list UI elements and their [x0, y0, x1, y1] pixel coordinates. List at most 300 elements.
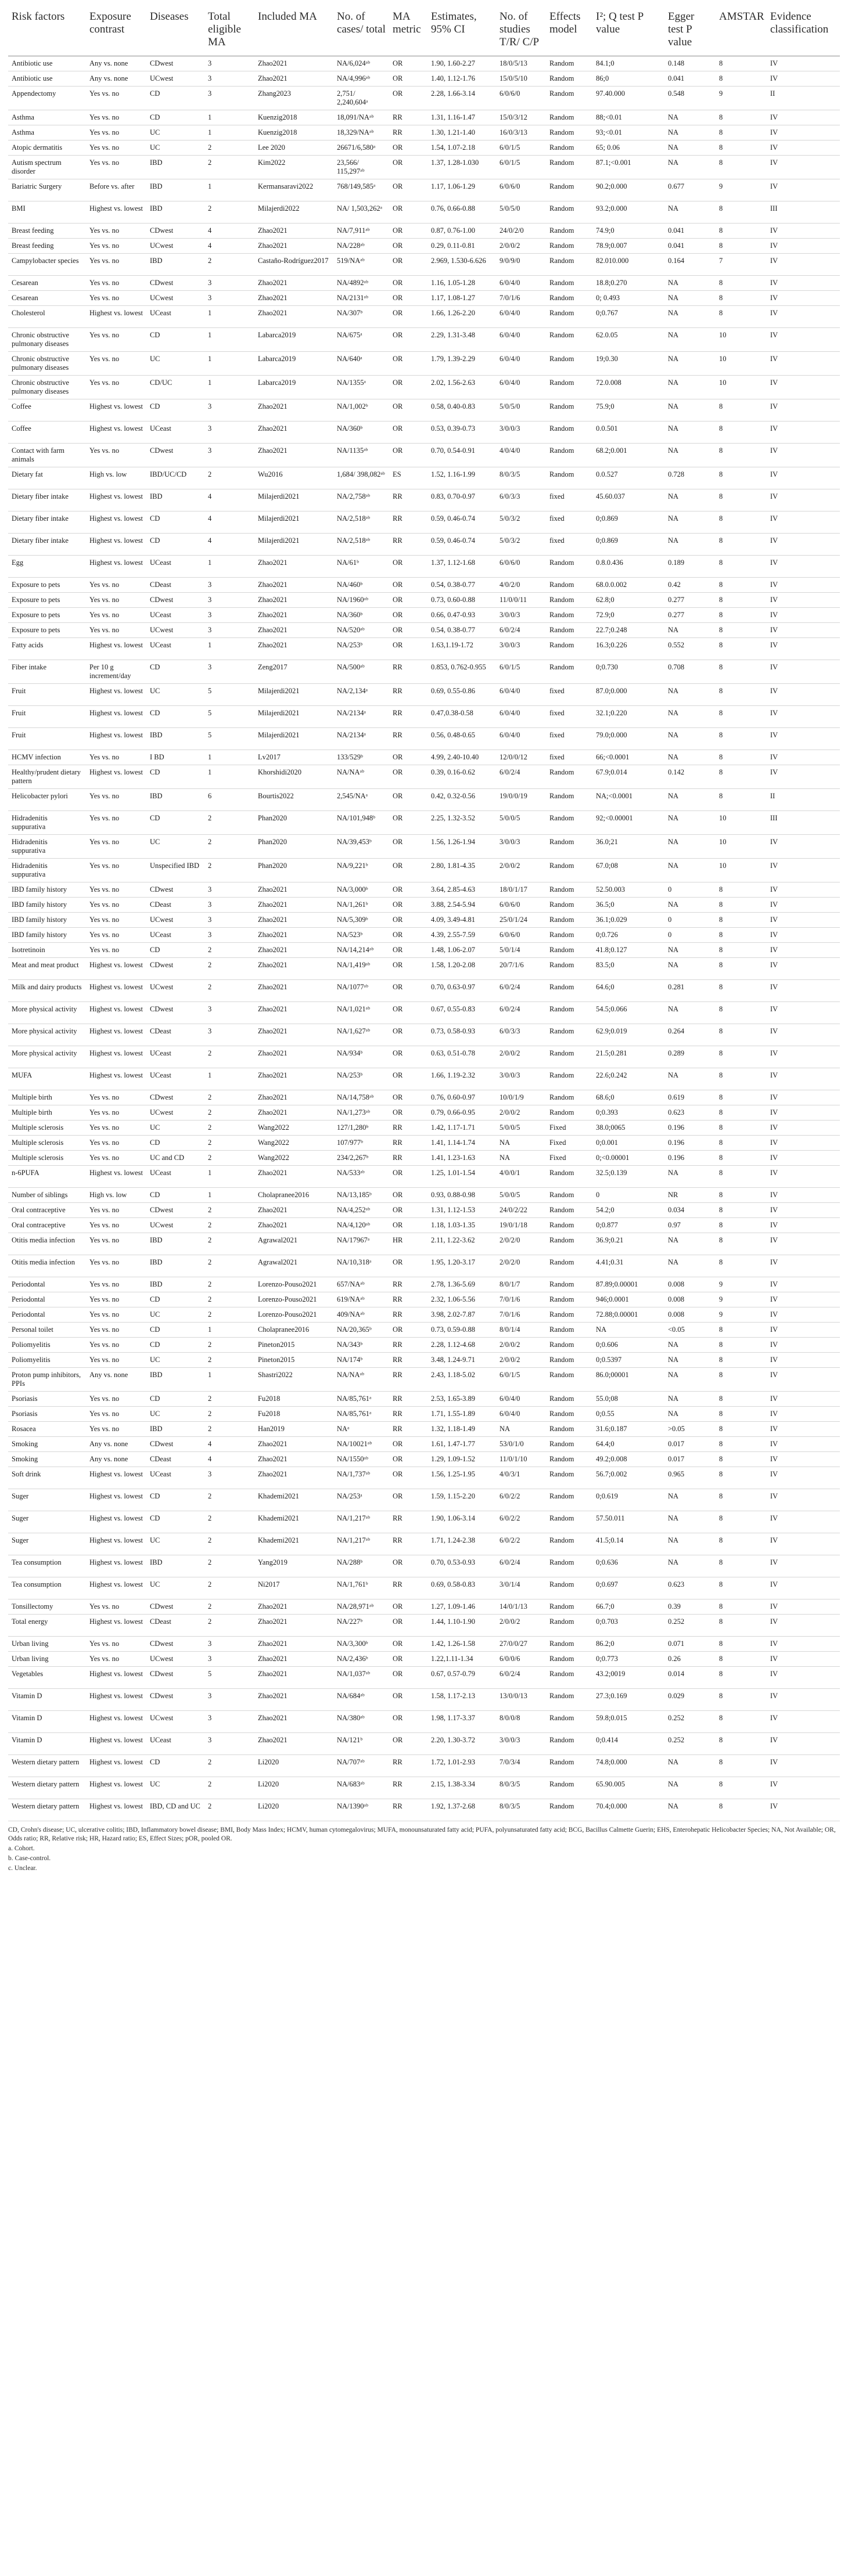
- table-cell: OR: [389, 1437, 427, 1452]
- table-row: [8, 1689, 840, 1711]
- table-cell: Campylobacter species: [8, 254, 86, 276]
- table-cell: 8: [716, 980, 767, 1002]
- table-cell: 8: [716, 1777, 767, 1799]
- table-cell: 0.70, 0.54-0.91: [427, 444, 496, 467]
- table-cell: 36.0;21: [592, 835, 664, 859]
- table-cell: Random: [546, 1555, 592, 1577]
- table-cell: 2.28, 1.12-4.68: [427, 1338, 496, 1353]
- table-cell: 2: [204, 156, 254, 179]
- table-cell: Helicobacter pylori: [8, 789, 86, 811]
- table-cell: NA: [664, 1407, 716, 1422]
- table-cell: 6/0/2/2: [496, 1489, 546, 1511]
- table-cell: Exposure to pets: [8, 623, 86, 638]
- table-cell: High vs. low: [86, 1188, 146, 1203]
- table-cell: 0.619: [664, 1090, 716, 1105]
- table-cell: IV: [767, 328, 840, 352]
- table-cell: OR: [389, 399, 427, 421]
- table-cell: NA: [664, 376, 716, 399]
- table-row: [8, 1292, 840, 1307]
- table-cell: NA: [664, 534, 716, 556]
- table-cell: Highest vs. lowest: [86, 1511, 146, 1533]
- table-cell: 0; 0.493: [592, 291, 664, 306]
- table-cell: Zhao2021: [254, 638, 333, 660]
- table-cell: 0.73, 0.59-0.88: [427, 1323, 496, 1338]
- table-cell: 2: [204, 1555, 254, 1577]
- table-cell: 2: [204, 1338, 254, 1353]
- table-cell: Fruit: [8, 706, 86, 728]
- table-cell: Cholapranee2016: [254, 1323, 333, 1338]
- table-row: [8, 239, 840, 254]
- table-cell: Highest vs. lowest: [86, 399, 146, 421]
- table-cell: OR: [389, 156, 427, 179]
- table-cell: Multiple sclerosis: [8, 1151, 86, 1166]
- table-cell: Random: [546, 1292, 592, 1307]
- table-cell: NA/523ᵇ: [333, 928, 389, 943]
- table-cell: Highest vs. lowest: [86, 201, 146, 224]
- table-cell: OR: [389, 593, 427, 608]
- table-cell: 8: [716, 1002, 767, 1024]
- table-cell: 11/0/0/11: [496, 593, 546, 608]
- table-cell: Multiple sclerosis: [8, 1121, 86, 1136]
- table-cell: 6/0/1/5: [496, 1368, 546, 1392]
- table-cell: 1: [204, 1068, 254, 1090]
- table-cell: 2: [204, 811, 254, 835]
- table-cell: 0;0.636: [592, 1555, 664, 1577]
- table-cell: II: [767, 789, 840, 811]
- table-cell: IV: [767, 728, 840, 750]
- table-cell: NA: [496, 1136, 546, 1151]
- table-cell: IBD: [146, 1277, 204, 1292]
- table-cell: Random: [546, 1489, 592, 1511]
- table-cell: Highest vs. lowest: [86, 1046, 146, 1068]
- table-cell: Yes vs. no: [86, 898, 146, 913]
- table-cell: NA: [664, 276, 716, 291]
- table-cell: Highest vs. lowest: [86, 1777, 146, 1799]
- table-cell: OR: [389, 811, 427, 835]
- table-cell: 0.73, 0.60-0.88: [427, 593, 496, 608]
- table-cell: IV: [767, 1555, 840, 1577]
- table-cell: UC: [146, 1407, 204, 1422]
- table-cell: UC: [146, 352, 204, 376]
- table-cell: Zhao2021: [254, 421, 333, 444]
- table-cell: 0.87, 0.76-1.00: [427, 224, 496, 239]
- table-cell: IV: [767, 1188, 840, 1203]
- table-cell: IV: [767, 1489, 840, 1511]
- table-cell: 0.59, 0.46-0.74: [427, 511, 496, 534]
- table-cell: IV: [767, 156, 840, 179]
- table-cell: NA/17967ᵃ: [333, 1233, 389, 1255]
- table-cell: IV: [767, 898, 840, 913]
- table-cell: 0.58, 0.40-0.83: [427, 399, 496, 421]
- table-cell: OR: [389, 1166, 427, 1188]
- table-cell: NA/1960ᵃᵇ: [333, 593, 389, 608]
- table-cell: 8: [716, 239, 767, 254]
- table-cell: Random: [546, 1166, 592, 1188]
- table-cell: Lorenzo-Pouso2021: [254, 1277, 333, 1292]
- table-cell: IBD: [146, 1368, 204, 1392]
- table-cell: 8: [716, 1755, 767, 1777]
- table-cell: 0.42: [664, 578, 716, 593]
- table-cell: Yes vs. no: [86, 1353, 146, 1368]
- table-cell: >0.05: [664, 1422, 716, 1437]
- table-cell: 3: [204, 71, 254, 87]
- table-cell: Highest vs. lowest: [86, 1577, 146, 1599]
- risk-factors-table: [8, 5, 840, 1821]
- table-cell: NA/533ᵃᵇ: [333, 1166, 389, 1188]
- table-cell: NA/1,021ᵃᵇ: [333, 1002, 389, 1024]
- table-cell: 0;0.877: [592, 1218, 664, 1233]
- table-cell: 1.56, 1.26-1.94: [427, 835, 496, 859]
- table-cell: RR: [389, 1533, 427, 1555]
- table-cell: CD: [146, 811, 204, 835]
- table-cell: NA/6,024ᵃᵇ: [333, 56, 389, 71]
- table-cell: IV: [767, 376, 840, 399]
- table-cell: Wu2016: [254, 467, 333, 489]
- table-cell: n-6PUFA: [8, 1166, 86, 1188]
- table-cell: UCeast: [146, 1046, 204, 1068]
- table-cell: 3: [204, 882, 254, 898]
- table-cell: 8: [716, 898, 767, 913]
- table-cell: Milajerdi2021: [254, 489, 333, 511]
- table-cell: 2.28, 1.66-3.14: [427, 87, 496, 110]
- table-row: [8, 1002, 840, 1024]
- table-cell: 8: [716, 201, 767, 224]
- table-cell: 0;0.001: [592, 1136, 664, 1151]
- table-cell: 2: [204, 859, 254, 882]
- table-cell: CDeast: [146, 1452, 204, 1467]
- table-cell: Random: [546, 110, 592, 125]
- column-header: AMSTAR: [716, 5, 767, 56]
- table-cell: 0.63, 0.51-0.78: [427, 1046, 496, 1068]
- table-cell: 86.2;0: [592, 1637, 664, 1652]
- table-cell: 2: [204, 1407, 254, 1422]
- table-cell: OR: [389, 1323, 427, 1338]
- table-cell: HCMV infection: [8, 750, 86, 765]
- table-cell: NA: [664, 1002, 716, 1024]
- table-cell: Yang2019: [254, 1555, 333, 1577]
- table-cell: Antibiotic use: [8, 71, 86, 87]
- table-cell: 4: [204, 224, 254, 239]
- table-cell: 0.252: [664, 1615, 716, 1637]
- table-cell: 3: [204, 1733, 254, 1755]
- table-cell: Random: [546, 811, 592, 835]
- table-cell: 0.548: [664, 87, 716, 110]
- table-cell: 0.69, 0.58-0.83: [427, 1577, 496, 1599]
- table-cell: NA/343ᵇ: [333, 1338, 389, 1353]
- table-row: [8, 1307, 840, 1323]
- table-cell: III: [767, 811, 840, 835]
- table-cell: NA: [664, 811, 716, 835]
- table-row: [8, 1533, 840, 1555]
- table-cell: Yes vs. no: [86, 1218, 146, 1233]
- table-cell: 0.277: [664, 593, 716, 608]
- table-cell: Any vs. none: [86, 1368, 146, 1392]
- table-cell: RR: [389, 728, 427, 750]
- table-cell: 6/0/0/6: [496, 1652, 546, 1667]
- table-cell: Highest vs. lowest: [86, 1533, 146, 1555]
- table-cell: Vitamin D: [8, 1711, 86, 1733]
- table-cell: 62.0.05: [592, 328, 664, 352]
- table-cell: fixed: [546, 489, 592, 511]
- table-cell: 0: [664, 928, 716, 943]
- table-cell: OR: [389, 239, 427, 254]
- table-cell: IV: [767, 835, 840, 859]
- table-cell: NA: [664, 958, 716, 980]
- table-cell: NA/1,419ᵃᵇ: [333, 958, 389, 980]
- table-cell: 1.61, 1.47-1.77: [427, 1437, 496, 1452]
- table-cell: RR: [389, 511, 427, 534]
- table-cell: 3/0/0/3: [496, 835, 546, 859]
- table-cell: 2: [204, 1577, 254, 1599]
- table-cell: Milajerdi2021: [254, 706, 333, 728]
- table-cell: IV: [767, 534, 840, 556]
- table-cell: NA/2,436ᵇ: [333, 1652, 389, 1667]
- table-cell: NA/227ᵇ: [333, 1615, 389, 1637]
- table-cell: IV: [767, 1711, 840, 1733]
- table-cell: 1: [204, 1323, 254, 1338]
- table-cell: IBD family history: [8, 882, 86, 898]
- table-cell: 1.31, 1.16-1.47: [427, 110, 496, 125]
- table-cell: 2: [204, 1392, 254, 1407]
- table-cell: NA: [664, 859, 716, 882]
- table-cell: Random: [546, 943, 592, 958]
- table-cell: Random: [546, 859, 592, 882]
- table-cell: Oral contraceptive: [8, 1203, 86, 1218]
- table-cell: 0.196: [664, 1151, 716, 1166]
- table-cell: 1.31, 1.12-1.53: [427, 1203, 496, 1218]
- table-cell: CDwest: [146, 1203, 204, 1218]
- table-cell: CDwest: [146, 1002, 204, 1024]
- table-cell: CD: [146, 943, 204, 958]
- table-row: [8, 511, 840, 534]
- table-cell: NA/2134ᵃ: [333, 728, 389, 750]
- table-cell: 27.3;0.169: [592, 1689, 664, 1711]
- table-cell: 20/7/1/6: [496, 958, 546, 980]
- table-cell: 57.50.011: [592, 1511, 664, 1533]
- table-cell: CDwest: [146, 1667, 204, 1689]
- table-row: [8, 578, 840, 593]
- table-cell: Yes vs. no: [86, 593, 146, 608]
- table-cell: 32.5;0.139: [592, 1166, 664, 1188]
- table-cell: IV: [767, 1689, 840, 1711]
- table-cell: IV: [767, 882, 840, 898]
- table-cell: IV: [767, 399, 840, 421]
- table-cell: 9: [716, 179, 767, 201]
- table-cell: 0.142: [664, 765, 716, 789]
- table-cell: 53/0/1/0: [496, 1437, 546, 1452]
- table-cell: NA/10021ᵃᵇ: [333, 1437, 389, 1452]
- table-cell: 0.196: [664, 1136, 716, 1151]
- table-cell: Yes vs. no: [86, 1307, 146, 1323]
- table-cell: NA: [664, 1392, 716, 1407]
- table-row: [8, 882, 840, 898]
- table-cell: Zhao2021: [254, 1615, 333, 1637]
- table-cell: Multiple birth: [8, 1105, 86, 1121]
- table-cell: Antibiotic use: [8, 56, 86, 71]
- table-cell: Bariatric Surgery: [8, 179, 86, 201]
- table-cell: IV: [767, 1203, 840, 1218]
- table-cell: Any vs. none: [86, 1437, 146, 1452]
- table-cell: 72.0.008: [592, 376, 664, 399]
- table-cell: IBD: [146, 201, 204, 224]
- table-row: [8, 1188, 840, 1203]
- table-cell: 3: [204, 593, 254, 608]
- table-cell: 6/0/6/0: [496, 556, 546, 578]
- table-cell: NA/39,453ᵇ: [333, 835, 389, 859]
- table-cell: IV: [767, 1467, 840, 1489]
- table-cell: 2.02, 1.56-2.63: [427, 376, 496, 399]
- table-cell: 24/0/2/0: [496, 224, 546, 239]
- table-cell: NA/85,761ᵃ: [333, 1407, 389, 1422]
- table-cell: 3/0/0/3: [496, 638, 546, 660]
- table-cell: 25/0/1/24: [496, 913, 546, 928]
- table-cell: 8: [716, 1255, 767, 1277]
- table-cell: Zhao2021: [254, 1452, 333, 1467]
- table-cell: 10/0/1/9: [496, 1090, 546, 1105]
- table-cell: 2/0/2/0: [496, 1255, 546, 1277]
- table-cell: 0.0.527: [592, 467, 664, 489]
- table-cell: 0.56, 0.48-0.65: [427, 728, 496, 750]
- table-cell: IBD family history: [8, 913, 86, 928]
- table-cell: 946;0.0001: [592, 1292, 664, 1307]
- table-cell: Zhao2021: [254, 1667, 333, 1689]
- table-cell: 6/0/4/0: [496, 352, 546, 376]
- table-cell: NA: [664, 789, 716, 811]
- table-cell: CD: [146, 110, 204, 125]
- table-cell: 4.39, 2.55-7.59: [427, 928, 496, 943]
- table-cell: NA: [664, 898, 716, 913]
- table-cell: Poliomyelitis: [8, 1338, 86, 1353]
- column-header: Diseases: [146, 5, 204, 56]
- table-cell: Random: [546, 1511, 592, 1533]
- table-cell: Zhao2021: [254, 556, 333, 578]
- table-cell: NA/253ᵇ: [333, 1068, 389, 1090]
- footnote: CD, Crohn's disease; UC, ulcerative colitis; IBD, Inflammatory bowel disease; BMI, Body Mass Index; HCMV, human cytomegalovirus; MUFA, monounsaturated fatty acid; PUFA, polyunsaturated fatty acid; BCG, Bacillus Calmette Guerin; EHS, Enterohepatic Helicobacter Species; NA, Not Available; OR, Odds ratio; RR, Relative risk; HR, Hazard ratio; ES, Effect Sizes; pOR, pooled OR.: [8, 1826, 836, 1842]
- table-cell: RR: [389, 660, 427, 684]
- table-cell: 97.40.000: [592, 87, 664, 110]
- table-cell: Yes vs. no: [86, 1203, 146, 1218]
- table-cell: 4.41;0.31: [592, 1255, 664, 1277]
- table-row: [8, 328, 840, 352]
- table-cell: 88;<0.01: [592, 110, 664, 125]
- table-row: [8, 1121, 840, 1136]
- table-cell: Yes vs. no: [86, 276, 146, 291]
- table-cell: IV: [767, 638, 840, 660]
- table-cell: 4/0/3/1: [496, 1467, 546, 1489]
- table-cell: 1.52, 1.16-1.99: [427, 467, 496, 489]
- table-cell: Asthma: [8, 125, 86, 140]
- table-cell: Hidradenitis suppurativa: [8, 859, 86, 882]
- table-row: [8, 352, 840, 376]
- table-cell: 2: [204, 1615, 254, 1637]
- table-cell: Li2020: [254, 1799, 333, 1821]
- table-cell: OR: [389, 913, 427, 928]
- table-cell: 8: [716, 1090, 767, 1105]
- table-cell: Random: [546, 421, 592, 444]
- table-cell: 2: [204, 1599, 254, 1615]
- table-cell: 1.72, 1.01-2.93: [427, 1755, 496, 1777]
- table-cell: 2: [204, 1255, 254, 1277]
- table-cell: NA/9,221ᵇ: [333, 859, 389, 882]
- table-cell: 8: [716, 913, 767, 928]
- table-cell: RR: [389, 1136, 427, 1151]
- table-cell: Smoking: [8, 1452, 86, 1467]
- table-cell: CDwest: [146, 1637, 204, 1652]
- table-cell: 70.4;0.000: [592, 1799, 664, 1821]
- table-cell: Unspecified IBD: [146, 859, 204, 882]
- table-cell: RR: [389, 1422, 427, 1437]
- table-cell: 43.2;0019: [592, 1667, 664, 1689]
- table-cell: 5/0/3/2: [496, 534, 546, 556]
- table-cell: IV: [767, 1368, 840, 1392]
- table-cell: 0.93, 0.88-0.98: [427, 1188, 496, 1203]
- table-cell: 2: [204, 140, 254, 156]
- table-cell: IBD: [146, 728, 204, 750]
- table-cell: NA/1,627ᵃᵇ: [333, 1024, 389, 1046]
- table-cell: CD/UC: [146, 376, 204, 399]
- table-cell: 1: [204, 125, 254, 140]
- table-cell: NA/174ᵇ: [333, 1353, 389, 1368]
- table-cell: NA/1,037ᵃᵇ: [333, 1667, 389, 1689]
- table-cell: CDeast: [146, 898, 204, 913]
- table-cell: IV: [767, 1511, 840, 1533]
- table-cell: 8: [716, 1577, 767, 1599]
- table-cell: IV: [767, 224, 840, 239]
- table-cell: Random: [546, 179, 592, 201]
- table-cell: RR: [389, 125, 427, 140]
- table-cell: Zhao2021: [254, 1637, 333, 1652]
- table-cell: 1: [204, 306, 254, 328]
- table-cell: 0.252: [664, 1711, 716, 1733]
- table-cell: 8: [716, 943, 767, 958]
- table-cell: NA: [664, 1353, 716, 1368]
- table-cell: OR: [389, 1599, 427, 1615]
- table-cell: Yes vs. no: [86, 1105, 146, 1121]
- table-cell: Zhao2021: [254, 276, 333, 291]
- table-cell: 0.67, 0.57-0.79: [427, 1667, 496, 1689]
- table-cell: Exposure to pets: [8, 578, 86, 593]
- table-cell: 0.017: [664, 1452, 716, 1467]
- table-cell: 3/0/1/4: [496, 1577, 546, 1599]
- table-row: [8, 71, 840, 87]
- table-cell: Highest vs. lowest: [86, 306, 146, 328]
- table-cell: 62.8;0: [592, 593, 664, 608]
- table-cell: 0;0.869: [592, 511, 664, 534]
- table-cell: Western dietary pattern: [8, 1799, 86, 1821]
- table-cell: 0.264: [664, 1024, 716, 1046]
- table-cell: 2: [204, 1511, 254, 1533]
- table-cell: UCwest: [146, 1218, 204, 1233]
- table-cell: CD: [146, 1392, 204, 1407]
- table-cell: Khademi2021: [254, 1511, 333, 1533]
- table-cell: 4/0/2/0: [496, 578, 546, 593]
- table-cell: RR: [389, 489, 427, 511]
- table-cell: Random: [546, 980, 592, 1002]
- table-cell: IV: [767, 943, 840, 958]
- table-cell: 32.1;0.220: [592, 706, 664, 728]
- table-cell: Random: [546, 660, 592, 684]
- table-cell: Yes vs. no: [86, 1323, 146, 1338]
- table-cell: IBD family history: [8, 898, 86, 913]
- table-cell: Fruit: [8, 684, 86, 706]
- table-cell: CDwest: [146, 56, 204, 71]
- table-cell: NA: [664, 1777, 716, 1799]
- table-row: [8, 593, 840, 608]
- table-cell: 3: [204, 56, 254, 71]
- table-cell: IV: [767, 684, 840, 706]
- table-cell: 1.17, 1.06-1.29: [427, 179, 496, 201]
- table-cell: 5: [204, 1667, 254, 1689]
